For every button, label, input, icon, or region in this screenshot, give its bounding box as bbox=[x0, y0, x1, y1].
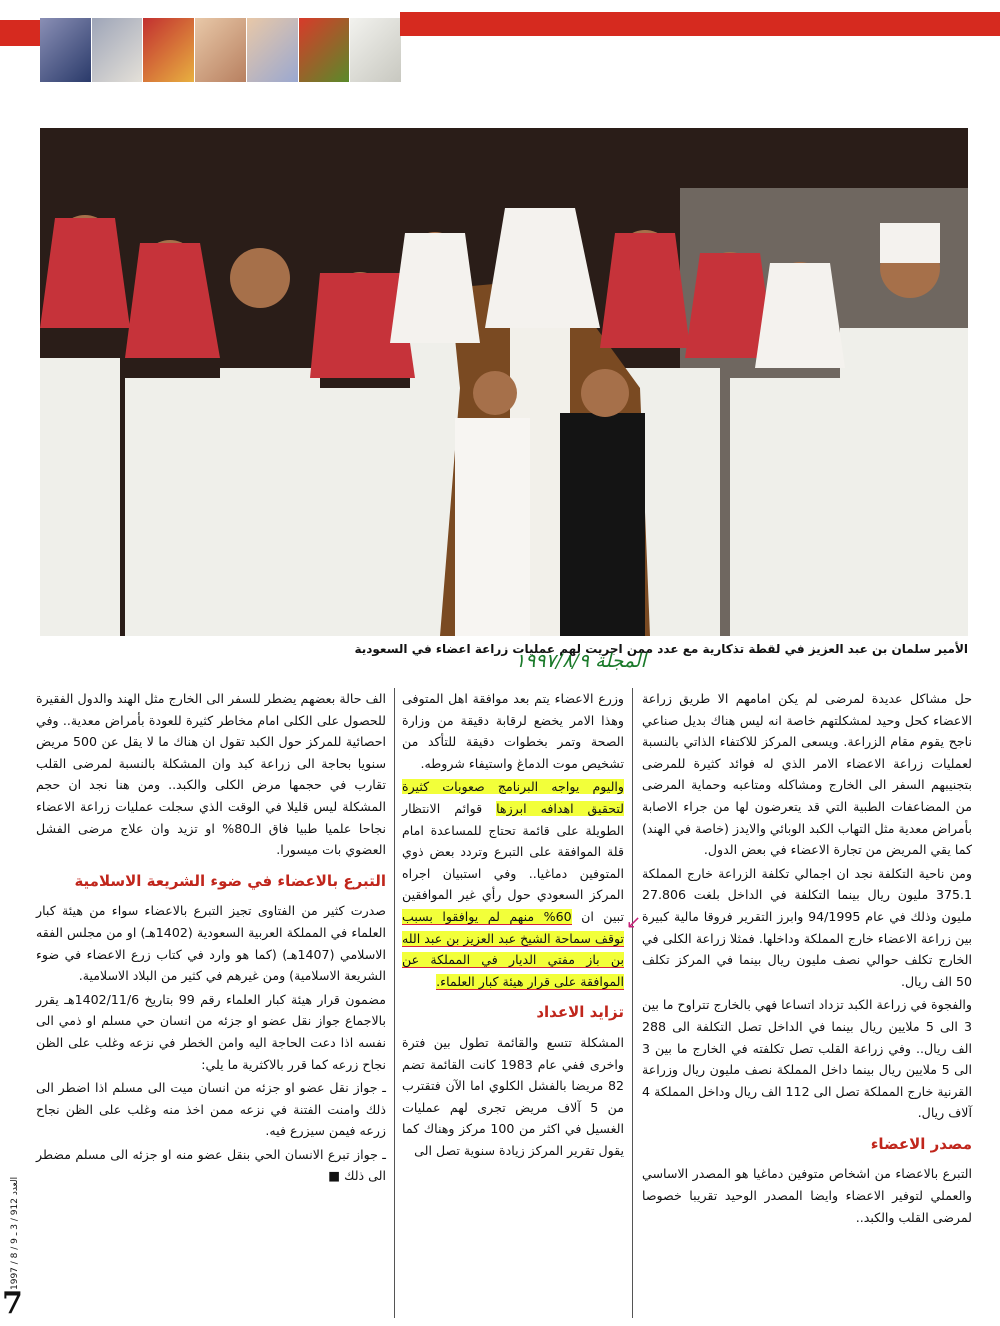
highlighted-text: واليوم يواجه البرنامج صعوبات كثيرة لتحقيق اهدافه ابرزها bbox=[402, 779, 624, 816]
paragraph: ـ جواز تبرع الانسان الحي بنقل عضو منه او جزئه الى مسلم مضطر الى ذلك ■ bbox=[36, 1146, 386, 1184]
highlighted-underlined-text: 60% منهم لم يوافقوا بسبب توقف سماحة الشيخ عبد العزيز بن عبد الله بن باز مفتي الديار في المملكة عن الموافقة على قرار هيئة كبار العلماء. bbox=[402, 908, 624, 989]
paragraph: التبرع بالاعضاء من اشخاص متوفين دماغيا هو المصدر الاساسي والعملي لتوفير الاعضاء وايضا المصدر الوحيد تقريبا خصوصا لمرضى القلب والكبد.. bbox=[642, 1166, 972, 1225]
article-column-middle bbox=[402, 688, 624, 1163]
paragraph: الف حالة بعضهم يضطر للسفر الى الخارج مثل الهند والدول الفقيرة للحصول على الكلى امام مخاطر كثيرة للعودة بأمراض معدية.. وفي احصائية للمركز حول الكبد تقول ان هناك ما لا يقل عن 500 مريض سنويا بحاجة الى زراعة كبد وان المشكلة بالنسبة لمرضى القلب تقارب في حجمها مرض الكلى والكبد.. ومن هنا نجد ان حجم المشكلة ليس قليلا في الوقت الذي سجلت عمليات زراعة الاعضاء نجاحا علميا طبيا فاق الـ80% او تزيد وان علاج مرضى الفشل العضوي بات ميسورا. bbox=[36, 691, 386, 858]
article-column-left bbox=[36, 688, 386, 1189]
paragraph-text: قوائم الانتظار الطويلة على قائمة تحتاج للمساعدة امام قلة الموافقة على التبرع وتردد بعض ذوي المتوفين دماغيا.. وفي استبيان اجراه المركز السعودي حول رأي غير الموافقين تبين ان bbox=[402, 800, 624, 924]
paragraph: ومن ناحية التكلفة نجد ان اجمالي تكلفة الزراعة خارج المملكة 375.1 مليون ريال بينما التكلفة في الداخل بلغت 27.806 مليون وذلك في عام 94/1995 وابرز التقرير فروقا مالية كبيرة بين زراعة الاعضاء خارج المملكة وداخلها. فمثلا زراعة الكلى في الخارج تكلف حوالي نصف مليون ريال بينما في المركز تكلف 50 الف ريال. bbox=[642, 865, 972, 989]
paragraph: ـ جواز نقل عضو او جزئه من انسان ميت الى مسلم اذا اضطر الى ذلك وامنت الفتنة في نزعه ممن اخذ منه وغلب على الظن نجاح زرعه فيمن سيزرع فيه. bbox=[36, 1080, 386, 1139]
paragraph: حل مشاكل عديدة لمرضى لم يكن امامهم الا طريق زراعة الاعضاء كحل وحيد لمشكلتهم خاصة انه ليس هناك بديل صناعي ناجح يقوم مقام الزراعة. ويسعى المركز للاكتفاء الذاتي بالنسبة لعمليات زراعة الاعضاء الامر الذي له فوائد كثيرة للمرضى بتجنيبهم السفر الى الخارج ومشاكله ومتاعبه وحماية المرضى من المضاعفات الطبية التي قد يتعرضون لها من جراء الاصابة بأمراض معدية مثل التهاب الكبد الوبائي والايدز (خاصة في الهند) كما يقي المريض من تجارة الاعضاء في بعض الدول. bbox=[641, 691, 972, 858]
paragraph: مضمون قرار هيئة كبار العلماء رقم 99 بتاريخ 1402/11/6هـ يقرر بالاجماع جواز نقل عضو او جزئه من انسان حي مسلم او ذمي الى نفسه اذا دعت الحاجة اليه وامن الخطر في نزعه وغلب على الظن نجاح زرعه كما قرر بالاكثرية ما يلي: bbox=[36, 991, 386, 1072]
paragraph: المشكلة تتسع والقائمة تطول بين فترة واخرى ففي عام 1983 كانت القائمة تضم 82 مريضا بالفشل الكلوي اما الآن فتقترب من 5 آلاف مريض تجرى لهم عمليات الغسيل في اكثر من 100 مركز وهناك كما يقول تقرير المركز زيادة سنوية تصل الى bbox=[402, 1034, 625, 1158]
paragraph-highlighted bbox=[402, 776, 624, 992]
group-photo-illustration bbox=[40, 128, 968, 636]
article-column-right bbox=[642, 688, 972, 1230]
group-photo bbox=[40, 128, 968, 636]
section-heading: تزايد الاعداد bbox=[536, 1003, 624, 1022]
photo-caption: الأمير سلمان بن عبد العزيز في لقطة تذكارية مع عدد ممن اجريت لهم عمليات زراعة اعضاء في السعودية bbox=[354, 642, 968, 656]
issue-date-sidenote: العدد 912 / 3 ـ 9 / 8 / 1997 bbox=[10, 1176, 20, 1290]
paragraph: صدرت كثير من الفتاوى تجيز التبرع بالاعضاء سواء من هيئة كبار العلماء في المملكة العربية السعودية (1402هـ) او من مجلس الفقه الاسلامي (1407هـ) (كما هو وارد في كتاب زرع الاعضاء في ضوء الشريعة الاسلامية) ومن غيرهم في كثير من البلاد الاسلامية. bbox=[36, 903, 386, 984]
header-red-tab bbox=[0, 20, 40, 46]
handwritten-date-note: المجلة ١٩٩٧/٨/٩ bbox=[515, 650, 646, 672]
paragraph: وزرع الاعضاء يتم بعد موافقة اهل المتوفى وهذا الامر يخضع لرقابة دقيقة من وزارة الصحة وتمر بخطوات دقيقة للتأكد من تشخيص موت الدماغ واستيفاء شروطه. bbox=[402, 691, 624, 771]
header-image-strip bbox=[40, 18, 402, 82]
handwritten-arrow-mark: ↙ bbox=[626, 912, 642, 933]
paragraph: والفجوة في زراعة الكبد تزداد اتساعا فهي بالخارج تتراوح ما بين 3 الى 5 ملايين ريال بينما في الداخل تصل التكلفة الى 288 الف ريال.. وفي زراعة القلب تصل تكلفته في الخارج ما بين 3 الى 5 ملايين ريال بينما داخل المملكة نصف مليون ريال وزراعة القرنية خارج المملكة تصل الى 112 الف ريال وداخل المملكة 4 آلاف ريال. bbox=[642, 997, 972, 1121]
column-divider bbox=[394, 688, 395, 1318]
header-red-band bbox=[400, 12, 1000, 36]
section-heading: التبرع بالاعضاء في ضوء الشريعة الاسلامية bbox=[74, 871, 386, 890]
page-header bbox=[0, 0, 1000, 82]
page-number: 7 bbox=[2, 1286, 23, 1321]
column-divider bbox=[632, 688, 633, 1318]
section-heading: مصدر الاعضاء bbox=[870, 1134, 972, 1153]
